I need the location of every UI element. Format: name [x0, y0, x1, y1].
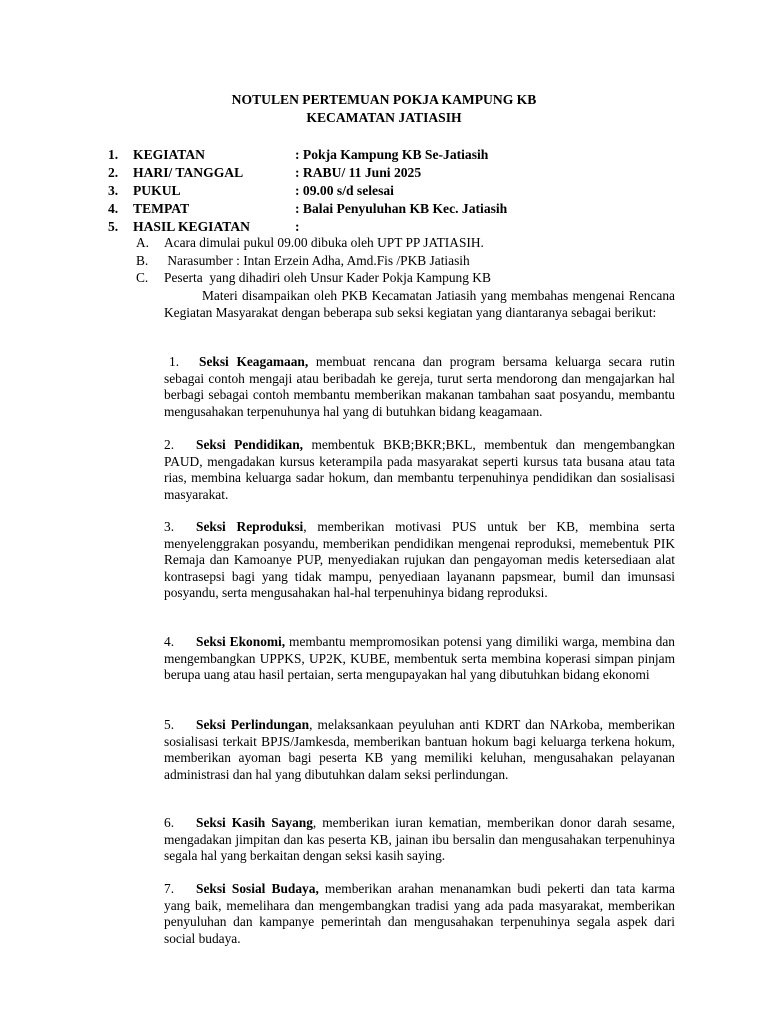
item-label: TEMPAT — [133, 201, 190, 216]
section-text: membentuk BKB;BKR;BKL, membentuk dan mengembangkan PAUD, mengadakan kursus keterampila pada masyarakat seperti kursus tata busana atau tata rias, membina keluarga sadar hokum, dan membantu terpenuhinya pendidikan dan sosialisasi masyarakat. — [164, 437, 675, 502]
section-ekonomi — [164, 634, 675, 684]
section-heading: Seksi Reproduksi — [196, 519, 304, 534]
item-label: HARI/ TANGGAL — [133, 165, 244, 180]
item-value: : 09.00 s/d selesai — [295, 183, 394, 198]
section-number: 7. — [164, 881, 175, 896]
section-text: membuat rencana dan program bersama keluarga secara rutin sebagai contoh mengaji atau beribadah ke gereja, turut serta mendorong dan mengajarkan hal berbagi sebagai contoh membantu memberikan makanan tambahan saat posyandu, membantu mengusahakan terpenuhunya hal yang di butuhkan bidang keagamaan. — [164, 354, 675, 419]
section-number: 2. — [164, 437, 175, 452]
item-value: : — [295, 219, 300, 234]
title-line-1: NOTULEN PERTEMUAN POKJA KAMPUNG KB — [231, 92, 537, 107]
sublist-letter: B. — [136, 252, 149, 268]
section-text: , memberikan motivasi PUS untuk ber KB, membina serta menyelenggrakan posyandu, memberikan pendidikan mengenai reproduksi, memebentuk PIK Remaja dan Kamoanye PUP, menyediakan rujukan dan pengayoman medis ketersediaan alat kontrasepsi bagi yang tidak mampu, penyediaan layanann papsmear, bumil dan imunsasi posyandu, serta mengusahakan hal-hal terpenuhinya bidang reproduksi. — [164, 519, 675, 601]
section-heading: Seksi Sosial Budaya, — [196, 881, 319, 896]
item-number: 1. — [108, 147, 119, 162]
item-value: : Balai Penyuluhan KB Kec. Jatiasih — [295, 201, 508, 216]
section-kasih-sayang — [164, 815, 675, 865]
section-heading: Seksi Keagamaan, — [199, 354, 309, 369]
item-value: : RABU/ 11 Juni 2025 — [295, 165, 422, 180]
sublist-letter: A. — [136, 235, 150, 250]
section-number: 5. — [164, 717, 175, 732]
sublist-letter: C. — [136, 270, 149, 285]
meeting-info-list — [108, 146, 708, 236]
section-sosial-budaya — [164, 881, 675, 947]
item-label: KEGIATAN — [133, 147, 206, 162]
result-sublist — [136, 234, 696, 287]
sublist-item-b — [136, 252, 696, 270]
item-label: PUKUL — [133, 183, 181, 198]
intro-paragraph — [164, 288, 675, 321]
sublist-text: Peserta yang dihadiri oleh Unsur Kader Pokja Kampung KB — [164, 270, 491, 285]
section-text: memberikan arahan menanamkan budi pekerti dan tata karma yang baik, memelihara dan mengembangkan tradisi yang ada pada masyarakat, memberikan penyuluhan dan kampanye pemerintah dan mengusahakan terpenuhinya segala aspek dari social budaya. — [164, 881, 675, 946]
info-item-pukul — [108, 182, 708, 200]
item-label: HASIL KEGIATAN — [133, 219, 250, 234]
item-number: 3. — [108, 183, 119, 198]
info-item-tempat — [108, 200, 708, 218]
document-title — [0, 91, 768, 127]
info-item-kegiatan — [108, 146, 708, 164]
intro-text: Materi disampaikan oleh PKB Kecamatan Jatiasih yang membahas mengenai Rencana Kegiatan Masyarakat dengan beberapa sub seksi kegiatan yang diantaranya sebagai berikut: — [164, 288, 675, 320]
section-heading: Seksi Ekonomi, — [196, 634, 286, 649]
section-number: 1. — [169, 354, 180, 369]
title-line-2: KECAMATAN JATIASIH — [306, 110, 462, 125]
section-heading: Seksi Pendidikan, — [196, 437, 304, 452]
section-number: 6. — [164, 815, 175, 830]
item-number: 2. — [108, 165, 119, 180]
sublist-item-c — [136, 269, 696, 287]
section-text: , melaksankaan peyuluhan anti KDRT dan NArkoba, memberikan sosialisasi terkait BPJS/Jamkesda, memberikan bantuan hokum bagi keluarga terkena hokum, memberikan ayoman bagi peserta KB yang memiliki keluhan, mengusahakan pelayanan administrasi dan hal yang dibutuhkan dalam seksi perlindungan. — [164, 717, 675, 782]
section-number: 3. — [164, 519, 175, 534]
section-perlindungan — [164, 717, 675, 783]
section-heading: Seksi Kasih Sayang — [196, 815, 313, 830]
item-value: : Pokja Kampung KB Se-Jatiasih — [295, 147, 489, 162]
item-number: 5. — [108, 219, 119, 234]
section-keagamaan — [164, 354, 675, 420]
section-reproduksi — [164, 519, 675, 602]
sublist-text: Acara dimulai pukul 09.00 dibuka oleh UPT PP JATIASIH. — [164, 235, 484, 250]
section-pendidikan — [164, 437, 675, 503]
sublist-item-a — [136, 234, 696, 252]
section-text: , memberikan iuran kematian, memberikan donor darah sesame, mengadakan jimpitan dan kas peserta KB, jainan ibu bersalin dan mengusahakan terpenuhinya segala hal yang berkaitan dengan seksi kasih saying. — [164, 815, 675, 864]
section-heading: Seksi Perlindungan — [196, 717, 310, 732]
section-text: membantu mempromosikan potensi yang dimiliki warga, membina dan mengembangkan UPPKS, UP2K, KUBE, membentuk serta membina koperasi simpan pinjam berupa uang atau hasil pertaian, serta mengupayakan hal yang dibutuhkan bidang ekonomi — [164, 634, 676, 683]
item-number: 4. — [108, 201, 119, 216]
section-number: 4. — [164, 634, 175, 649]
sublist-text: Narasumber : Intan Erzein Adha, Amd.Fis /PKB Jatiasih — [164, 252, 470, 268]
info-item-hari-tanggal — [108, 164, 708, 182]
